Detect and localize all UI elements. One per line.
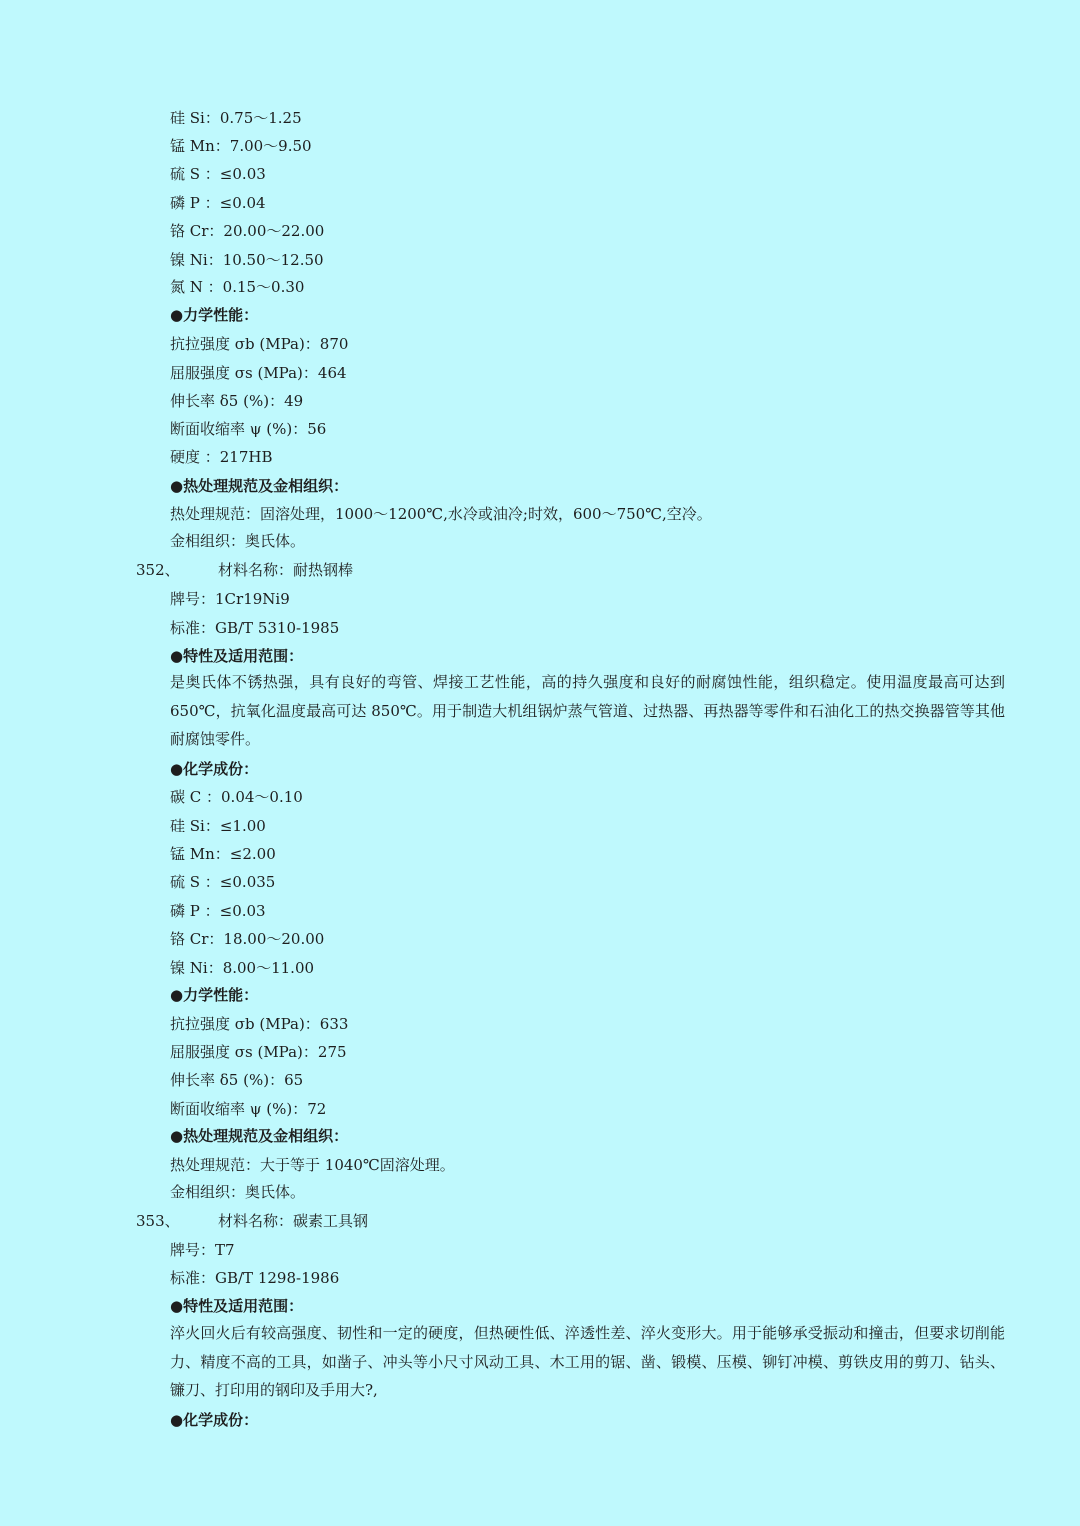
chem-line-si: 硅 Si：≤1.00 [170, 817, 266, 835]
standard-line: 标准：GB/T 1298-1986 [170, 1269, 340, 1287]
chem-line-mn: 锰 Mn：7.00～9.50 [170, 137, 312, 155]
chem-line-c: 碳 C ：0.04～0.10 [170, 788, 303, 806]
mech-line-elongation: 伸长率 δ5 (%)：65 [170, 1071, 304, 1089]
material-name: 材料名称：耐热钢棒 [218, 561, 354, 579]
mech-line-reduction: 断面收缩率 ψ (%)：72 [170, 1100, 327, 1118]
chem-line-n: 氮 N ：0.15～0.30 [170, 278, 305, 296]
mech-line-tensile: 抗拉强度 σb (MPa)：633 [170, 1015, 349, 1033]
mech-line-yield: 屈服强度 σs (MPa)：275 [170, 1043, 347, 1061]
chem-line-s: 硫 S ：≤0.03 [170, 165, 266, 183]
chem-line-cr: 铬 Cr：20.00～22.00 [170, 222, 325, 240]
heat-heading: ●热处理规范及金相组织： [170, 477, 349, 495]
mechanical-heading: ●力学性能： [170, 306, 259, 324]
mech-line-hardness: 硬度 ：217HB [170, 448, 273, 466]
mech-line-yield: 屈服强度 σs (MPa)：464 [170, 364, 347, 382]
heat-line-spec: 热处理规范：固溶处理，1000～1200℃,水冷或油冷;时效，600～750℃,空冷。 [170, 505, 712, 523]
features-heading: ●特性及适用范围： [170, 647, 304, 665]
item-353-header [136, 1212, 368, 1230]
chemistry-heading: ●化学成份： [170, 1411, 259, 1429]
heat-heading: ●热处理规范及金相组织： [170, 1127, 349, 1145]
chemistry-heading: ●化学成份： [170, 760, 259, 778]
item-number: 352、 [136, 561, 180, 579]
chem-line-cr: 铬 Cr：18.00～20.00 [170, 930, 325, 948]
grade-line: 牌号：T7 [170, 1241, 235, 1259]
features-paragraph: 淬火回火后有较高强度、韧性和一定的硬度，但热硬性低、淬透性差、淬火变形大。用于能够承受振动和撞击，但要求切削能力、精度不高的工具，如凿子、冲头等小尺寸风动工具、木工用的锯、凿、锻模、压模、铆钉冲模、剪铁皮用的剪刀、钻头、镰刀、打印用的钢印及手用大?, [170, 1324, 1005, 1399]
item-352-header [136, 561, 353, 579]
chem-line-s: 硫 S ：≤0.035 [170, 873, 276, 891]
mech-line-tensile: 抗拉强度 σb (MPa)：870 [170, 335, 349, 353]
features-paragraph: 是奥氏体不锈热强，具有良好的弯管、焊接工艺性能，高的持久强度和良好的耐腐蚀性能，组织稳定。使用温度最高可达到 650℃，抗氧化温度最高可达 850℃。用于制造大机组锅炉蒸气管道、过热器、再热器等零件和石油化工的热交换器管等其他耐腐蚀零件。 [170, 673, 1005, 748]
standard-line: 标准：GB/T 5310-1985 [170, 619, 340, 637]
heat-line-structure: 金相组织：奥氏体。 [170, 532, 306, 550]
features-heading: ●特性及适用范围： [170, 1297, 304, 1315]
heat-line-structure: 金相组织：奥氏体。 [170, 1183, 306, 1201]
item-number: 353、 [136, 1212, 180, 1230]
chem-line-ni: 镍 Ni：10.50～12.50 [170, 251, 324, 269]
mechanical-heading: ●力学性能： [170, 986, 259, 1004]
mech-line-reduction: 断面收缩率 ψ (%)：56 [170, 420, 327, 438]
chem-line-p: 磷 P ：≤0.04 [170, 194, 266, 212]
grade-line: 牌号：1Cr19Ni9 [170, 590, 290, 608]
chem-line-ni: 镍 Ni：8.00～11.00 [170, 959, 315, 977]
chem-line-mn: 锰 Mn：≤2.00 [170, 845, 276, 863]
material-name: 材料名称：碳素工具钢 [218, 1212, 369, 1230]
heat-line-spec: 热处理规范：大于等于 1040℃固溶处理。 [170, 1156, 455, 1174]
chem-line-p: 磷 P ：≤0.03 [170, 902, 266, 920]
chem-line-si: 硅 Si：0.75～1.25 [170, 109, 302, 127]
mech-line-elongation: 伸长率 δ5 (%)：49 [170, 392, 304, 410]
